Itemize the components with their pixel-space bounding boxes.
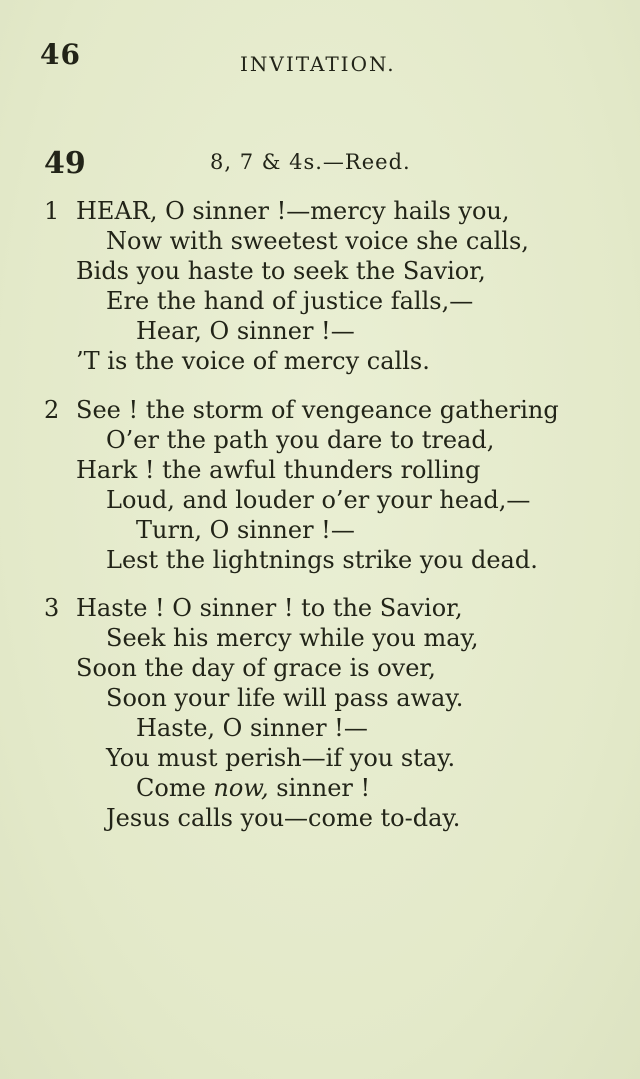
verse-line: Now with sweetest voice she calls, [106, 227, 529, 255]
running-title: INVITATION. [240, 52, 396, 76]
verse-line: Bids you haste to seek the Savior, [76, 257, 486, 285]
hymn-number: 49 [44, 146, 86, 181]
verse-line: Soon your life will pass away. [106, 684, 464, 712]
verse-line: O’er the path you dare to tread, [106, 426, 495, 454]
verse-line: Lest the lightnings strike you dead. [106, 546, 538, 574]
hymn-meter-and-tune: 8, 7 & 4s.—Reed. [210, 150, 411, 174]
stanza-number: 1 [44, 197, 60, 225]
verse-line: Turn, O sinner !— [136, 516, 355, 544]
page-number: 46 [40, 38, 81, 71]
verse-line: Haste, O sinner !— [136, 714, 368, 742]
refrain-word: Come [136, 774, 206, 802]
verse-line: ’T is the voice of mercy calls. [76, 347, 430, 375]
verse-line: Loud, and louder o’er your head,— [106, 486, 531, 514]
verse-line: Seek his mercy while you may, [106, 624, 479, 652]
refrain-word: sinner ! [276, 774, 371, 802]
verse-line: Haste ! O sinner ! to the Savior, [76, 594, 463, 622]
stanza-number: 2 [44, 396, 60, 424]
verse-line: Soon the day of grace is over, [76, 654, 436, 682]
verse-line: Hark ! the awful thunders rolling [76, 456, 481, 484]
verse-line: Jesus calls you—come to-day. [106, 804, 461, 832]
verse-line: Hear, O sinner !— [136, 317, 355, 345]
hymn-heading [0, 146, 640, 186]
refrain-emphasis: now, [213, 774, 269, 802]
verse-line: See ! the storm of vengeance gathering [76, 396, 559, 424]
verse-line: Ere the hand of justice falls,— [106, 287, 474, 315]
page-header [0, 38, 640, 78]
stanza-number: 3 [44, 594, 60, 622]
verse-line-refrain [136, 773, 370, 803]
verse-line: You must perish—if you stay. [106, 744, 456, 772]
verse-line: HEAR, O sinner !—mercy hails you, [76, 197, 510, 225]
